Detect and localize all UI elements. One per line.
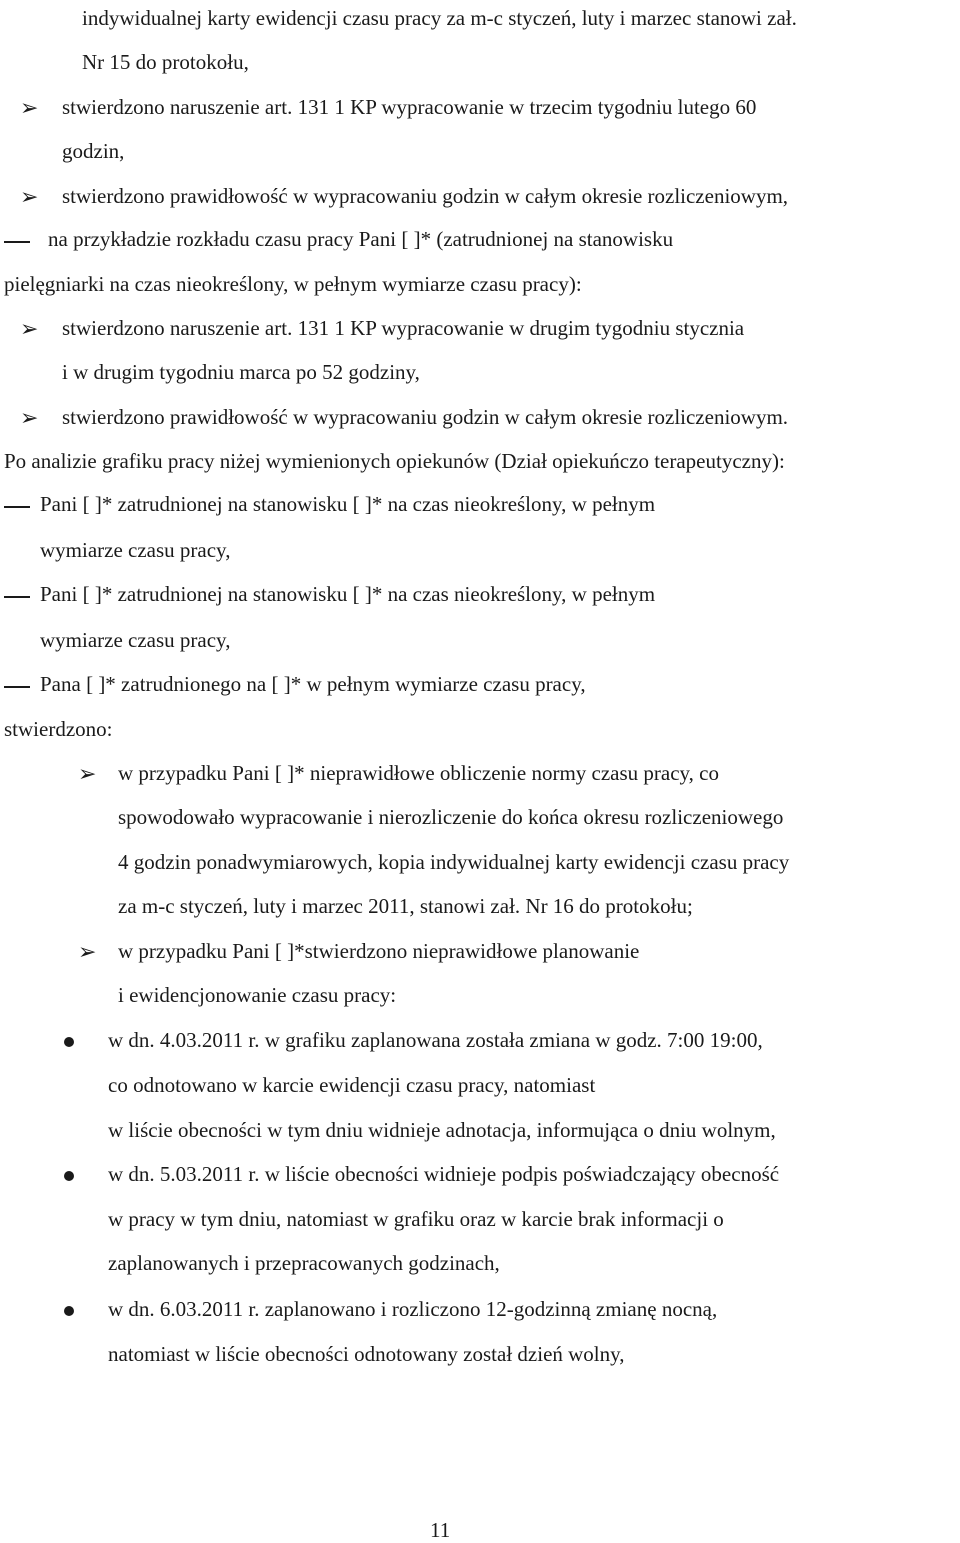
text-line: w dn. 5.03.2011 r. w liście obecności widnieje podpis poświadczający obecność (108, 1162, 780, 1186)
text-line: wymiarze czasu pracy, (40, 628, 231, 652)
text-line: w liście obecności w tym dniu widnieje adnotacja, informująca o dniu wolnym, (108, 1118, 776, 1142)
text-line: stwierdzono: (4, 717, 113, 741)
arrow-bullet-icon: ➢ (20, 316, 39, 341)
text-line: 4 godzin ponadwymiarowych, kopia indywidualnej karty ewidencji czasu pracy (118, 850, 790, 874)
text-line: godzin, (62, 139, 125, 163)
arrow-bullet-icon: ➢ (78, 761, 97, 786)
text-line: i w drugim tygodniu marca po 52 godziny, (62, 360, 420, 384)
text-line: Nr 15 do protokołu, (82, 50, 249, 74)
dash-bullet-icon (4, 596, 30, 598)
dash-bullet-icon (4, 506, 30, 508)
text-line: Po analizie grafiku pracy niżej wymienionych opiekunów (Dział opiekuńczo terapeutyczny): (4, 449, 785, 473)
text-line: stwierdzono prawidłowość w wypracowaniu godzin w całym okresie rozliczeniowym, (62, 184, 789, 208)
page-number: 11 (430, 1518, 451, 1542)
text-line: w przypadku Pani [ ]*stwierdzono nieprawidłowe planowanie (118, 939, 640, 963)
round-bullet-icon (64, 1037, 74, 1047)
text-line: na przykładzie rozkładu czasu pracy Pani [ ]* (zatrudnionej na stanowisku (48, 227, 674, 251)
text-line: za m-c styczeń, luty i marzec 2011, stanowi zał. Nr 16 do protokołu; (118, 894, 693, 918)
text-line: w dn. 6.03.2011 r. zaplanowano i rozliczono 12-godzinną zmianę nocną, (108, 1297, 718, 1321)
text-line: stwierdzono naruszenie art. 131 1 KP wypracowanie w trzecim tygodniu lutego 60 (62, 95, 757, 119)
text-line: spowodowało wypracowanie i nierozliczenie do końca okresu rozliczeniowego (118, 805, 784, 829)
arrow-bullet-icon: ➢ (20, 405, 39, 430)
text-line: indywidualnej karty ewidencji czasu pracy za m-c styczeń, luty i marzec stanowi zał. (82, 6, 797, 30)
text-line: co odnotowano w karcie ewidencji czasu pracy, natomiast (108, 1073, 596, 1097)
text-line: wymiarze czasu pracy, (40, 538, 231, 562)
text-line: zaplanowanych i przepracowanych godzinach, (108, 1251, 500, 1275)
arrow-bullet-icon: ➢ (20, 184, 39, 209)
text-line: w dn. 4.03.2011 r. w grafiku zaplanowana została zmiana w godz. 7:00 19:00, (108, 1028, 763, 1052)
text-line: Pani [ ]* zatrudnionej na stanowisku [ ]* na czas nieokreślony, w pełnym (40, 492, 656, 516)
text-line: stwierdzono prawidłowość w wypracowaniu godzin w całym okresie rozliczeniowym. (62, 405, 789, 429)
round-bullet-icon (64, 1171, 74, 1181)
text-line: w pracy w tym dniu, natomiast w grafiku oraz w karcie brak informacji o (108, 1207, 724, 1231)
text-line: stwierdzono naruszenie art. 131 1 KP wypracowanie w drugim tygodniu stycznia (62, 316, 745, 340)
round-bullet-icon (64, 1306, 74, 1316)
text-line: Pana [ ]* zatrudnionego na [ ]* w pełnym wymiarze czasu pracy, (40, 672, 586, 696)
text-line: i ewidencjonowanie czasu pracy: (118, 983, 397, 1007)
text-line: w przypadku Pani [ ]* nieprawidłowe obliczenie normy czasu pracy, co (118, 761, 720, 785)
arrow-bullet-icon: ➢ (78, 939, 97, 964)
text-line: Pani [ ]* zatrudnionej na stanowisku [ ]* na czas nieokreślony, w pełnym (40, 582, 656, 606)
text-line: natomiast w liście obecności odnotowany został dzień wolny, (108, 1342, 625, 1366)
dash-bullet-icon (4, 241, 30, 243)
text-line: pielęgniarki na czas nieokreślony, w pełnym wymiarze czasu pracy): (4, 272, 582, 296)
arrow-bullet-icon: ➢ (20, 95, 39, 120)
dash-bullet-icon (4, 686, 30, 688)
